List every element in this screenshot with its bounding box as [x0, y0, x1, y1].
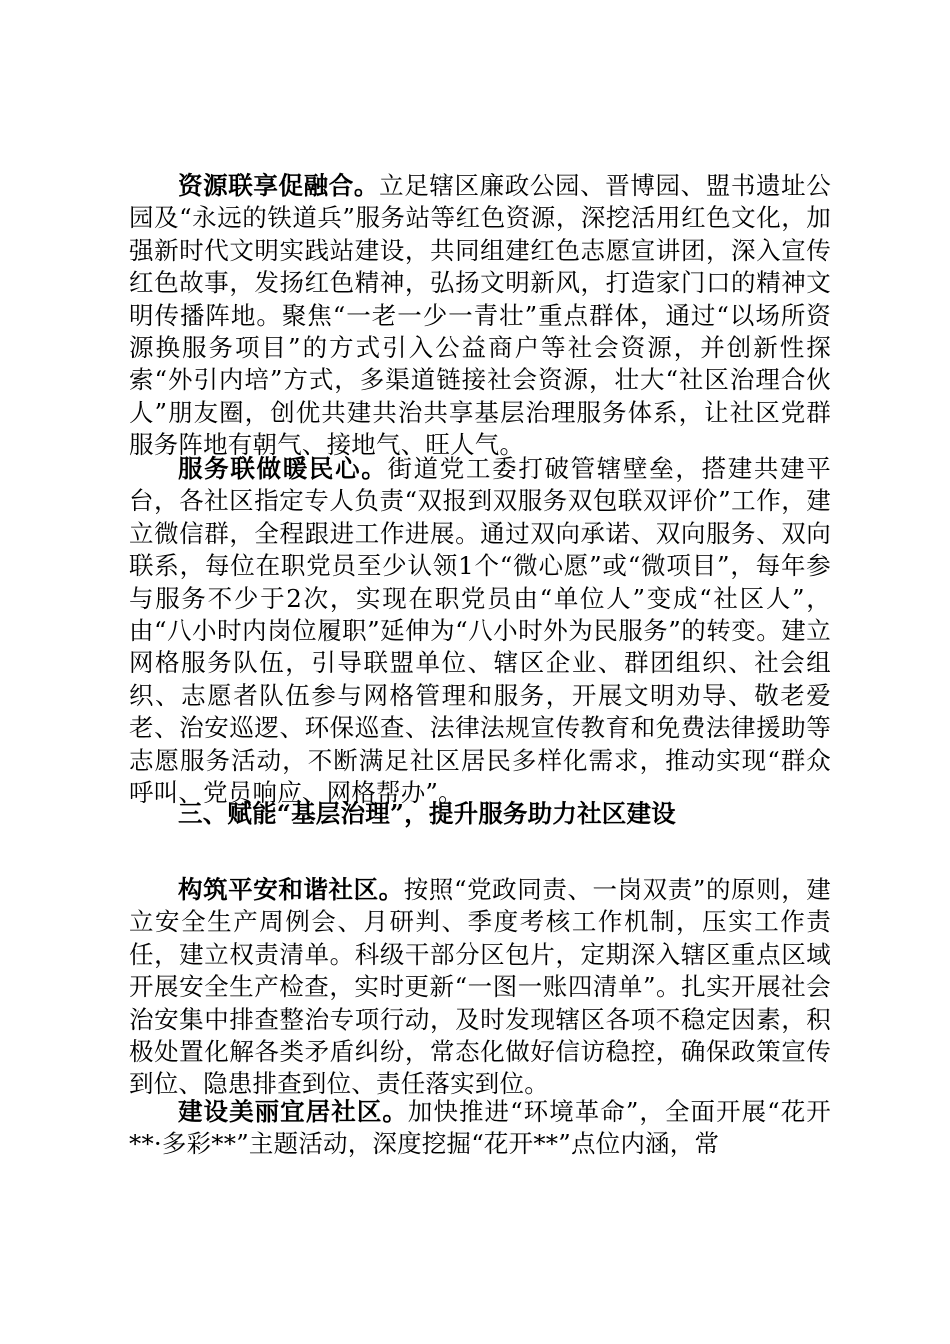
paragraph-body: 街道党工委打破管辖壁垒，搭建共建平台，各社区指定专人负责“双报到双服务双包联双评价”工作，建立微信群，全程跟进工作进展。通过双向承诺、双向服务、双向联系，每位在职党员至少认领1个“微心愿”或“微项目”，每年参与服务不少于2次，实现在职党员由“单位人”变成“社区人”，由“八小时内岗位履职”延伸为“八小时外为民服务”的转变。建立网格服务队伍，引导联盟单位、辖区企业、群团组织、社会组织、志愿者队伍参与网格管理和服务，开展文明劝导、敬老爱老、治安巡逻、环保巡查、法律法规宣传教育和免费法律援助等志愿服务活动，不断满足社区居民多样化需求，推动实现“群众呼叫、党员响应、网格帮办”。	[129, 454, 831, 808]
paragraph-body: 加快推进“环境革命”，全面开展“花开**·多彩**”主题活动，深度挖掘“花开**”点位内涵，常	[129, 1097, 831, 1159]
paragraph-lead: 构筑平安和谐社区。	[178, 875, 404, 904]
paragraph-body: 按照“党政同责、一岗双责”的原则，建立安全生产周例会、月研判、季度考核工作机制，压实工作责任，建立权责清单。科级干部分区包片，定期深入辖区重点区域开展安全生产检查，实时更新“一图一账四清单”。扎实开展社会治安集中排查整治专项行动，及时发现辖区各项不稳定因素，积极处置化解各类矛盾纠纷，常态化做好信访稳控，确保政策宣传到位、隐患排查到位、责任落实到位。	[129, 875, 831, 1099]
paragraph-resource-sharing	[129, 170, 831, 462]
section-heading: 三、赋能“基层治理”，提升服务助力社区建设	[178, 799, 676, 828]
paragraph-lead: 建设美丽宜居社区。	[178, 1097, 408, 1126]
paragraph-lead: 资源联享促融合。	[178, 171, 380, 200]
paragraph-livable-community	[129, 1096, 831, 1161]
paragraph-service-warmth	[129, 453, 831, 809]
paragraph-body: 立足辖区廉政公园、晋博园、盟书遗址公园及“永远的铁道兵”服务站等红色资源，深挖活用红色文化，加强新时代文明实践站建设，共同组建红色志愿宣讲团，深入宣传红色故事，发扬红色精神，弘扬文明新风，打造家门口的精神文明传播阵地。聚焦“一老一少一青壮”重点群体，通过“以场所资源换服务项目”的方式引入公益商户等社会资源，并创新性探索“外引内培”方式，多渠道链接社会资源，壮大“社区治理合伙人”朋友圈，创优共建共治共享基层治理服务体系，让社区党群服务阵地有朝气、接地气、旺人气。	[129, 171, 831, 460]
paragraph-safe-community	[129, 874, 831, 1101]
paragraph-lead: 服务联做暖民心。	[178, 454, 388, 483]
